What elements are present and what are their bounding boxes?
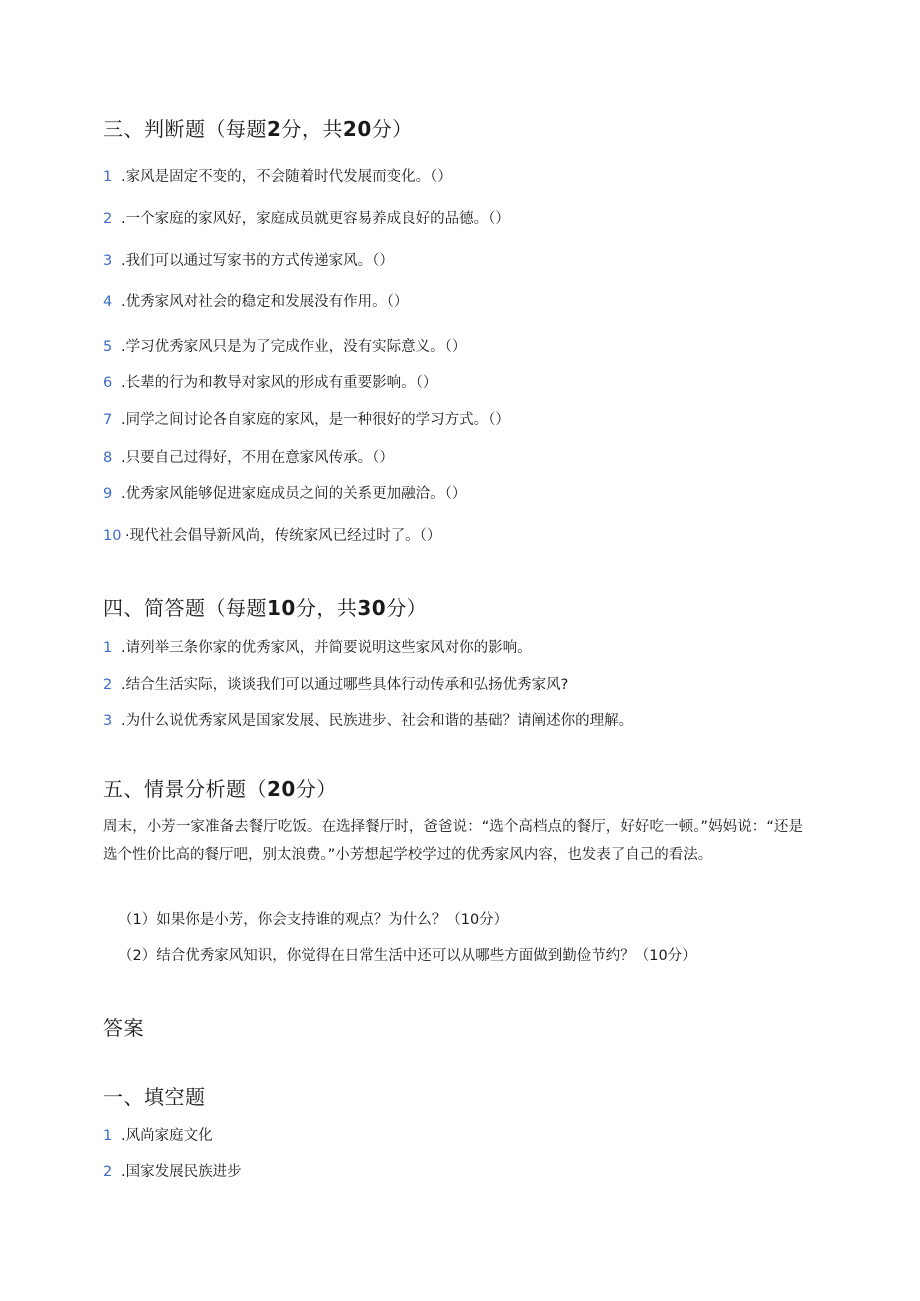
judgment-item-7: 7 .同学之间讨论各自家庭的家风，是一种很好的学习方式。（） [103, 412, 510, 428]
section-5-heading: 五、情景分析题（20分） [103, 777, 337, 801]
answer-item-2: 2 .国家发展民族进步 [103, 1164, 242, 1180]
short-answer-item-1: 1 .请列举三条你家的优秀家风，并简要说明这些家风对你的影响。 [103, 640, 532, 656]
answers-heading: 答案 [103, 1016, 144, 1040]
judgment-item-5: 5 .学习优秀家风只是为了完成作业，没有实际意义。（） [103, 339, 467, 355]
judgment-item-9: 9 .优秀家风能够促进家庭成员之间的关系更加融洽。（） [103, 486, 467, 502]
scenario-paragraph: 周末，小芳一家准备去餐厅吃饭。在选择餐厅时，爸爸说：“选个高档点的餐厅，好好吃一顿。”妈妈说：“还是选个性价比高的餐厅吧，别太浪费。”小芳想起学校学过的优秀家风内容，也发表了自己的看法。 [103, 819, 803, 863]
judgment-item-3: 3 .我们可以通过写家书的方式传递家风。（） [103, 253, 394, 269]
judgment-item-1: 1 .家风是固定不变的，不会随着时代发展而变化。（） [103, 169, 452, 185]
answer-item-1: 1 .风尚家庭文化 [103, 1128, 213, 1144]
short-answer-item-2: 2 .结合生活实际，谈谈我们可以通过哪些具体行动传承和弘扬优秀家风? [103, 677, 569, 693]
judgment-item-4: 4 .优秀家风对社会的稳定和发展没有作用。（） [103, 294, 409, 310]
scenario-question-1: （1）如果你是小芳，你会支持谁的观点？为什么？（10分） [118, 912, 509, 928]
judgment-item-10: 10 ·现代社会倡导新风尚，传统家风已经过时了。（） [103, 528, 442, 544]
answers-section-1-heading: 一、填空题 [103, 1085, 206, 1109]
judgment-item-2: 2 .一个家庭的家风好，家庭成员就更容易养成良好的品德。（） [103, 211, 510, 227]
scenario-question-2: （2）结合优秀家风知识，你觉得在日常生活中还可以从哪些方面做到勤俭节约？（10分） [118, 948, 697, 964]
judgment-item-6: 6 .长辈的行为和教导对家风的形成有重要影响。（） [103, 375, 438, 391]
short-answer-item-3: 3 .为什么说优秀家风是国家发展、民族进步、社会和谐的基础？请阐述你的理解。 [103, 713, 634, 729]
section-3-heading: 三、判断题（每题2分，共20分） [103, 117, 413, 141]
section-4-heading: 四、简答题（每题10分，共30分） [103, 596, 428, 620]
judgment-item-8: 8 .只要自己过得好，不用在意家风传承。（） [103, 450, 394, 466]
